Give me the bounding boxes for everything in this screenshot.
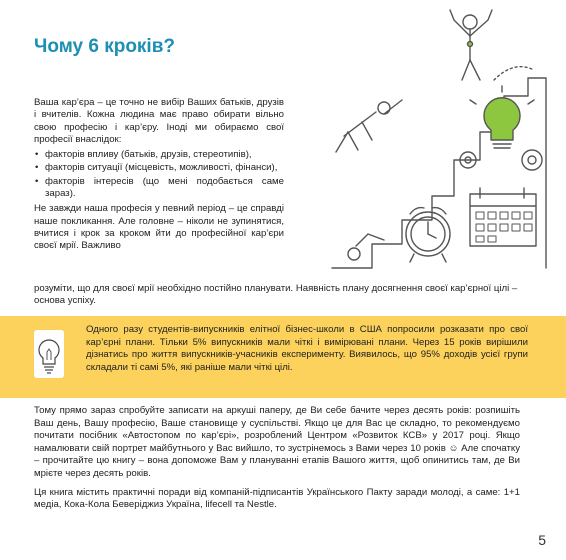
highlight-text: Одного разу студентів-випускників елітної бізнес-школи в США попросили розказати про свої кар’єрні плани. Тільки 5% випускників мали чіткі і вимірювані плани. Через 15 років вирішили дізнатись про життя випускників-учасників експерименту. Виявилось, що 95% доходів усієї групи складали ті самі 5%, які раніше мали чіткі цілі. [86, 324, 528, 373]
winner-figure [450, 10, 492, 80]
body-paragraph: Тому прямо зараз спробуйте записати на аркуші паперу, де Ви себе бачите через десять років: розпишіть Ваш день, Вашу професію, Ваше становище у суспільстві. Якщо це для Вас це складно, то рекомендуємо почитати посібник «Автостопом по кар’єрі», розроблений Центром «Розвиток КСВ» у 2017 році. Якщо намалювати свій портрет майбутнього у Вас вийшло, то зустрінемось з Вами через 10 років ☺ Але спочатку – прочитайте цю книгу – вона допоможе Вам у плануванні етапів Вашого життя, щоб опинитись там, де Ви мрієте через десять років. [34, 405, 520, 479]
intro-paragraph: Ваша кар’єра – це точно не вибір Ваших батьків, друзів і вчителів. Кожна людина має право обирати вільно свою професію і кар’єру. Іноді ми обираємо свої професії внаслідок: [34, 97, 284, 145]
body-paragraph: Ця книга містить практичні поради від компаній-підписантів Українського Пакту заради молоді, а саме: 1+1 медіа, Кока-Кола Беверіджиз Україна, lifecell та Nestle. [34, 486, 520, 511]
list-item: • факторів інтересів (що мені подобається саме зараз). [34, 176, 284, 201]
career-stairs-illustration [284, 0, 566, 300]
highlight-box [0, 316, 566, 398]
page-number: 5 [538, 532, 546, 548]
intro-closing: Не завжди наша професія у певний період – це справді наше покликання. Але головне – ніколи не зупинятися, вчитися і крок за кроком йти до професійної кар’єри своєї мрії. Важливо [34, 203, 284, 252]
list-item: • факторів ситуації (місцевість, можливості, фінанси), [34, 162, 284, 174]
intro-section [34, 97, 284, 253]
alarm-clock-icon [406, 208, 450, 262]
factor-list [34, 149, 284, 200]
lightbulb-icon [34, 330, 64, 378]
flying-person-figure [336, 100, 402, 152]
list-item: • факторів впливу (батьків, друзів, стереотипів), [34, 149, 284, 161]
climbing-person-figure [348, 234, 384, 260]
calendar-icon [470, 188, 536, 246]
body-section [34, 405, 520, 518]
intro-closing-tail: розуміти, що для своєї мрії необхідно постійно планувати. Наявність плану досягнення своєї кар’єрної цілі – основа успіху. [34, 283, 518, 307]
page-title: Чому 6 кроків? [34, 36, 175, 57]
